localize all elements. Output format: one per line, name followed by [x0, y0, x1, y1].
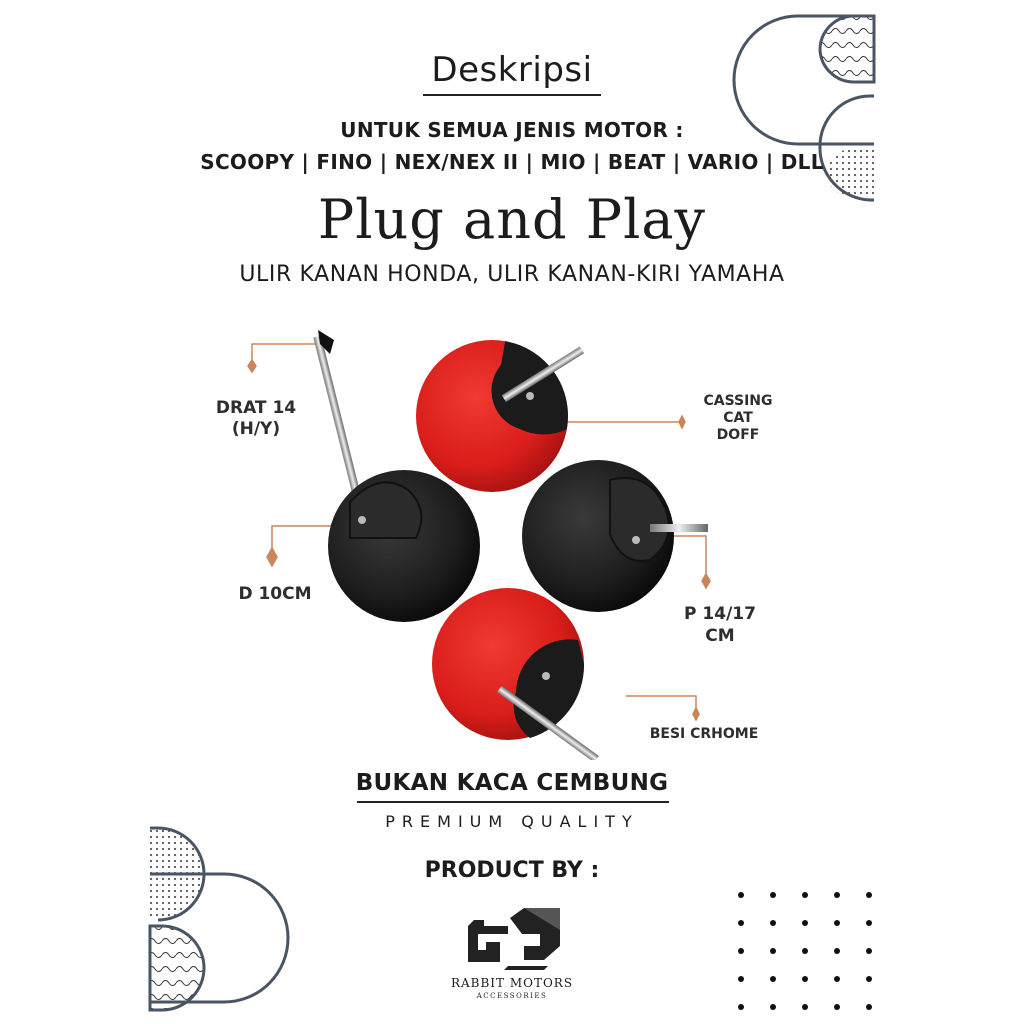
- compatibility-list: SCOOPY | FINO | NEX/NEX II | MIO | BEAT | VARIO | DLL: [200, 150, 824, 174]
- label-casing: CASSING CAT DOFF: [703, 393, 773, 443]
- brand-tagline: ACCESSORIES: [476, 992, 548, 1000]
- compatibility-heading: UNTUK SEMUA JENIS MOTOR :: [340, 118, 684, 142]
- page-title: Deskripsi: [431, 50, 593, 90]
- brand-name: RABBIT MOTORS: [450, 976, 574, 990]
- claim-underline: [357, 801, 669, 803]
- headline: Plug and Play: [317, 188, 707, 251]
- title-underline: [423, 94, 601, 96]
- thread-info: ULIR KANAN HONDA, ULIR KANAN-KIRI YAMAHA: [239, 262, 785, 287]
- claim-text: BUKAN KACA CEMBUNG: [355, 770, 669, 796]
- label-diameter: D 10CM: [238, 584, 312, 604]
- label-rod: BESI CRHOME: [649, 726, 759, 742]
- decor-arcs-top-right: [720, 10, 880, 210]
- brand-logo-icon: [464, 906, 562, 972]
- product-illustration: [230, 320, 790, 760]
- decor-dot-grid: [738, 892, 878, 1022]
- quality-text: PREMIUM QUALITY: [385, 812, 639, 831]
- product-by-text: PRODUCT BY :: [424, 858, 600, 883]
- label-thread: DRAT 14 (H/Y): [215, 398, 297, 439]
- label-length: P 14/17 CM: [684, 604, 756, 646]
